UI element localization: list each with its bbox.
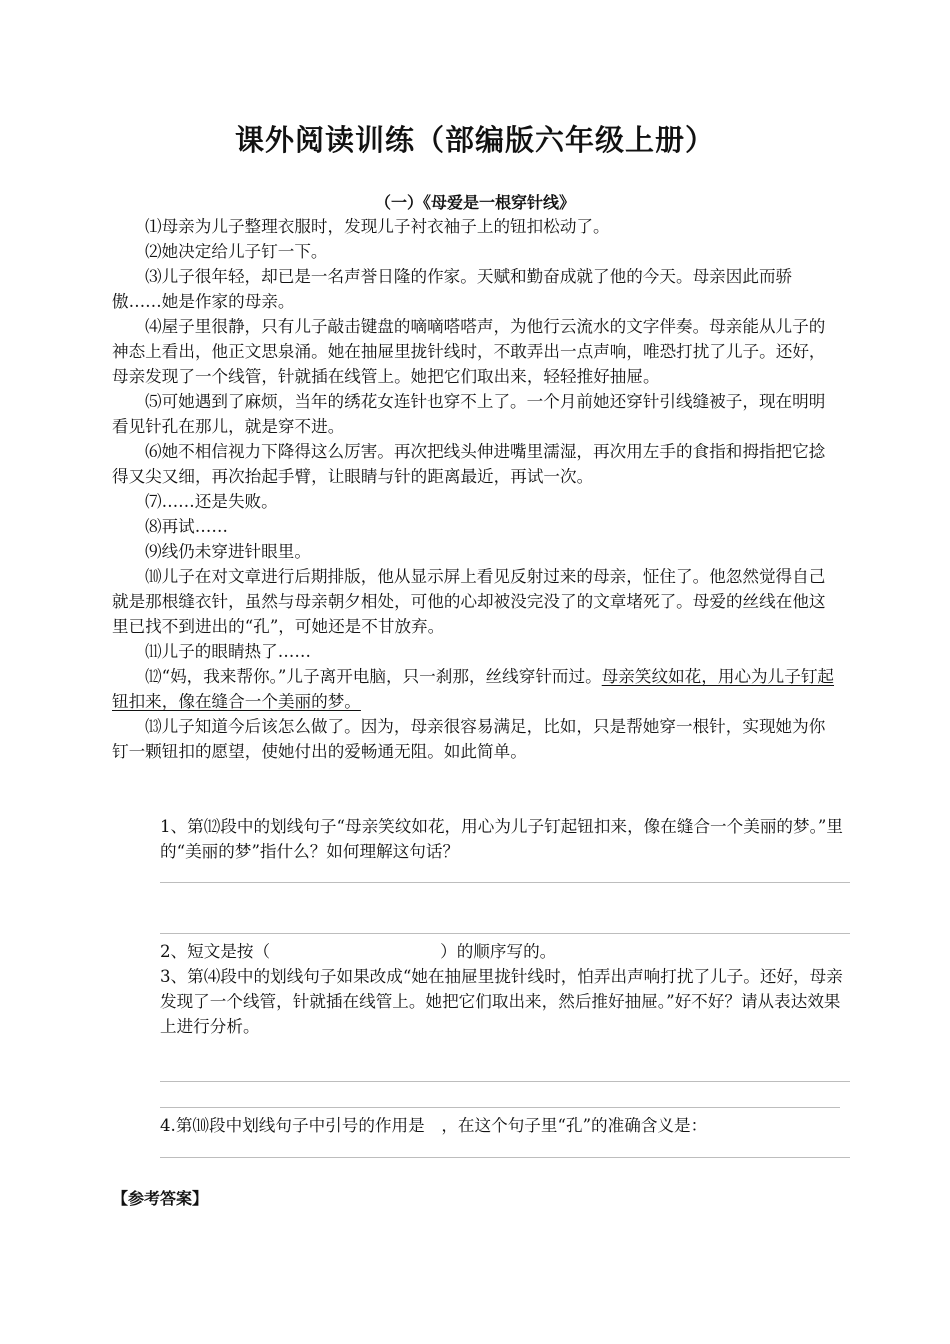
- paragraph-2: ⑵她决定给儿子钉一下。: [145, 242, 328, 261]
- paragraph-7: ⑺……还是失败。: [145, 492, 278, 511]
- paragraph-11: ⑾儿子的眼睛热了……: [145, 642, 311, 661]
- paragraph-8: ⑻再试……: [145, 517, 228, 536]
- paragraph-3: ⑶儿子很年轻，却已是一名声誉日隆的作家。天赋和勤奋成就了他的今天。母亲因此而骄傲……她是作家的母亲。: [112, 267, 793, 311]
- paragraph-1: ⑴母亲为儿子整理衣服时，发现儿子衬衣袖子上的钮扣松动了。: [145, 217, 610, 236]
- paragraph-13: ⒀儿子知道今后该怎么做了。因为，母亲很容易满足，比如，只是帮她穿一根针，实现她为你钉一颗钮扣的愿望，使她付出的爱畅通无阻。如此简单。: [112, 717, 826, 761]
- question-2-prefix: 2、短文是按（: [160, 942, 271, 961]
- paragraph-5: ⑸可她遇到了麻烦，当年的绣花女连针也穿不上了。一个月前她还穿针引线缝被子，现在明明看见针孔在那儿，就是穿不进。: [112, 392, 826, 436]
- paragraph-9: ⑼线仍未穿进针眼里。: [145, 542, 311, 561]
- paragraph-12-text: ⑿“妈，我来帮你。”儿子离开电脑，只一刹那，丝线穿针而过。: [145, 667, 602, 686]
- question-2-suffix: ）的顺序写的。: [440, 942, 557, 961]
- question-1: 1、第⑿段中的划线句子“母亲笑纹如花，用心为儿子钉起钮扣来，像在缝合一个美丽的梦。”里的“美丽的梦”指什么？如何理解这句话？: [160, 817, 843, 861]
- underlined-sentence: 母亲笑纹如花，用心为儿子钉起钮扣来，像在缝合一个美丽的梦。: [112, 667, 835, 711]
- answer-line-1[interactable]: [160, 882, 850, 883]
- paragraph-12: [112, 664, 840, 714]
- question-2: [160, 939, 850, 964]
- article-body: [112, 214, 840, 764]
- document-title: 课外阅读训练（部编版六年级上册）: [234, 123, 715, 157]
- article-title: （一）《母爱是一根穿针线》: [374, 193, 575, 212]
- answer-line-5[interactable]: [160, 1157, 850, 1158]
- question-3: 3、第⑷段中的划线句子如果改成“她在抽屉里拢针线时，怕弄出声响打扰了儿子。还好，母亲发现了一个线管，针就插在线管上。她把它们取出来，然后推好抽屉。”好不好？请从表达效果上进行分析。: [160, 967, 843, 1036]
- answer-line-3[interactable]: [160, 1081, 850, 1082]
- answer-line-4[interactable]: [160, 1107, 840, 1108]
- answer-line-2[interactable]: [160, 933, 850, 934]
- paragraph-10: ⑽儿子在对文章进行后期排版，他从显示屏上看见反射过来的母亲，怔住了。他忽然觉得自己就是那根缝衣针，虽然与母亲朝夕相处，可他的心却被没完没了的文章堵死了。母爱的丝线在他这里已找不到进出的“孔”，可她还是不甘放弃。: [112, 567, 826, 636]
- answer-heading: 【参考答案】: [112, 1189, 209, 1208]
- paragraph-6: ⑹她不相信视力下降得这么厉害。再次把线头伸进嘴里濡湿，再次用左手的食指和拇指把它捻得又尖又细，再次抬起手臂，让眼睛与针的距离最近，再试一次。: [112, 442, 826, 486]
- paragraph-4: ⑷屋子里很静，只有儿子敲击键盘的嘀嘀嗒嗒声，为他行云流水的文字伴奏。母亲能从儿子的神态上看出，他正文思泉涌。她在抽屉里拢针线时，不敢弄出一点声响，唯恐打扰了儿子。还好，母亲发现了一个线管，针就插在线管上。她把它们取出来，轻轻推好抽屉。: [112, 317, 826, 386]
- question-4: 4.第⑽段中划线句子中引号的作用是 ，在这个句子里“孔”的准确含义是：: [160, 1116, 708, 1135]
